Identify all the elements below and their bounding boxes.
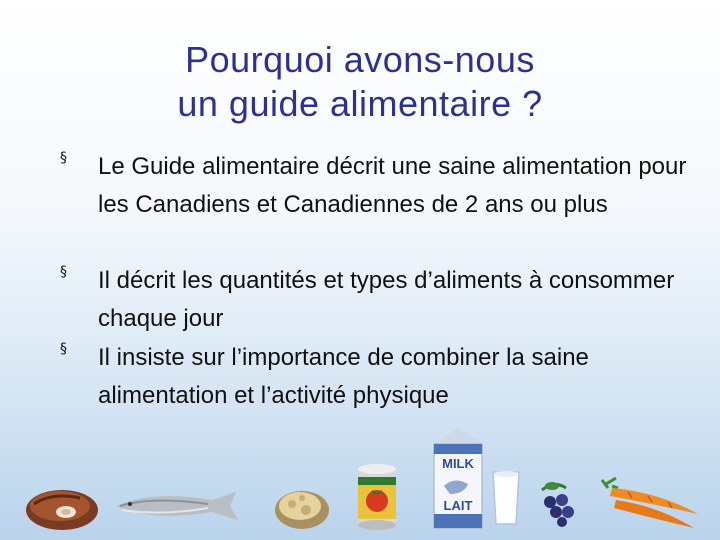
bullet-marker: § [60,264,67,280]
slide-title [60,38,660,126]
bread-icon [272,484,332,532]
glass-of-milk-icon [490,468,522,528]
fish-icon [112,486,252,526]
lait-label: LAIT [443,498,473,513]
bullet-marker: § [60,150,67,166]
bullet-text: Il insiste sur l’importance de combiner la saine alimentation et l’activité physique [98,344,589,409]
carrots-icon [598,474,702,534]
meat-icon [22,478,102,534]
bullet-text: Il décrit les quantités et types d’aliments à consommer chaque jour [98,267,675,332]
title-line-1: Pourquoi avons-nous [185,39,535,80]
bullet-text: Le Guide alimentaire décrit une saine alimentation pour les Canadiens et Canadiennes de 2 ans ou plus [98,153,687,218]
bullet-marker: § [60,341,67,357]
blueberries-icon [536,476,586,528]
tomato-can-icon [355,463,399,531]
milk-label: MILK [442,456,474,471]
title-line-2: un guide alimentaire ? [177,83,543,124]
milk-carton-icon [424,424,492,532]
